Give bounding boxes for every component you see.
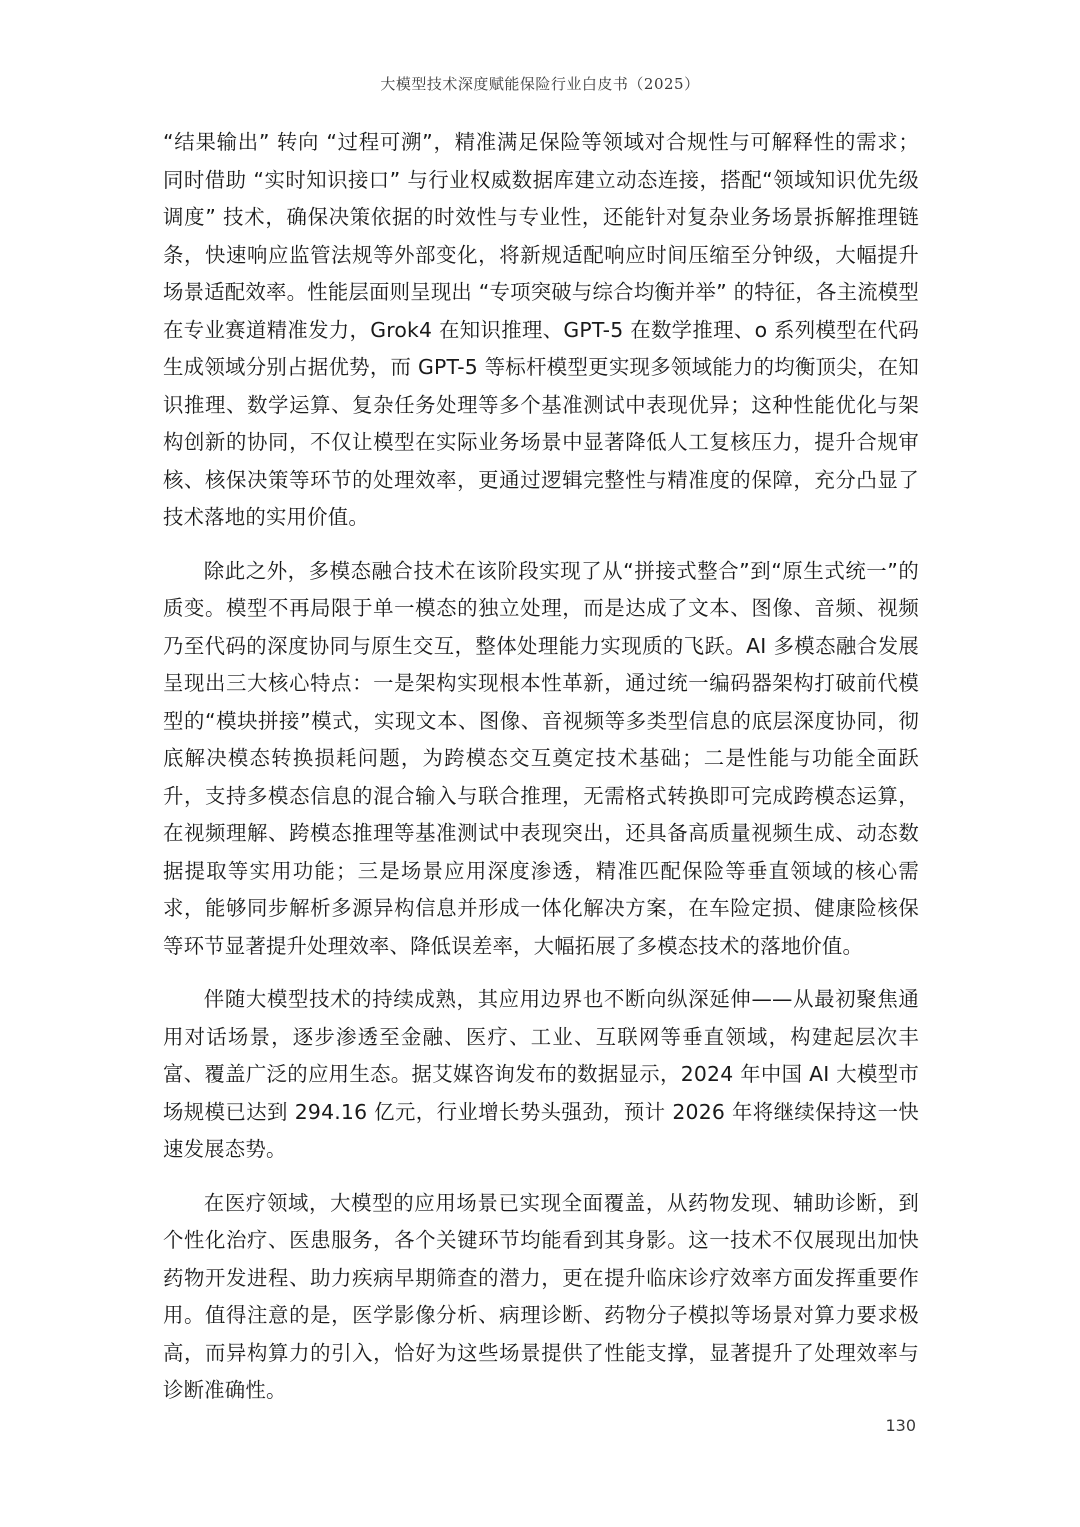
body-text [163, 124, 919, 1410]
paragraph-continued: “结果输出” 转向 “过程可溯”，精准满足保险等领域对合规性与可解释性的需求；同时借助 “实时知识接口” 与行业权威数据库建立动态连接，搭配“领域知识优先级调度” 技术，确保决策依据的时效性与专业性，还能针对复杂业务场景拆解推理链条，快速响应监管法规等外部变化，将新规适配响应时间压缩至分钟级，大幅提升场景适配效率。性能层面则呈现出 “专项突破与综合均衡并举” 的特征，各主流模型在专业赛道精准发力，Grok4 在知识推理、GPT-5 在数学推理、o 系列模型在代码生成领域分别占据优势，而 GPT-5 等标杆模型更实现多领域能力的均衡顶尖，在知识推理、数学运算、复杂任务处理等多个基准测试中表现优异；这种性能优化与架构创新的协同，不仅让模型在实际业务场景中显著降低人工复核压力，提升合规审核、核保决策等环节的处理效率，更通过逻辑完整性与精准度的保障，充分凸显了技术落地的实用价值。 [163, 130, 919, 529]
paragraph-multimodal: 除此之外，多模态融合技术在该阶段实现了从“拼接式整合”到“原生式统一”的质变。模型不再局限于单一模态的独立处理，而是达成了文本、图像、音频、视频乃至代码的深度协同与原生交互，整体处理能力实现质的飞跃。AI 多模态融合发展呈现出三大核心特点：一是架构实现根本性革新，通过统一编码器架构打破前代模型的“模块拼接”模式，实现文本、图像、音视频等多类型信息的底层深度协同，彻底解决模态转换损耗问题，为跨模态交互奠定技术基础；二是性能与功能全面跃升，支持多模态信息的混合输入与联合推理，无需格式转换即可完成跨模态运算，在视频理解、跨模态推理等基准测试中表现突出，还具备高质量视频生成、动态数据提取等实用功能；三是场景应用深度渗透，精准匹配保险等垂直领域的核心需求，能够同步解析多源异构信息并形成一体化解决方案，在车险定损、健康险核保等环节显著提升处理效率、降低误差率，大幅拓展了多模态技术的落地价值。 [163, 558, 919, 958]
paragraph-medical: 在医疗领域，大模型的应用场景已实现全面覆盖，从药物发现、辅助诊断，到个性化治疗、医患服务，各个关键环节均能看到其身影。这一技术不仅展现出加快药物开发进程、助力疾病早期筛查的潜力，更在提升临床诊疗效率方面发挥重要作用。值得注意的是，医学影像分析、病理诊断、药物分子模拟等场景对算力要求极高，而异构算力的引入，恰好为这些场景提供了性能支撑，显著提升了处理效率与诊断准确性。 [163, 1190, 919, 1402]
page-header-title: 大模型技术深度赋能保险行业白皮书（2025） [380, 75, 700, 93]
page-number: 130 [885, 1416, 916, 1435]
paragraph-market: 伴随大模型技术的持续成熟，其应用边界也不断向纵深延伸——从最初聚焦通用对话场景，逐步渗透至金融、医疗、工业、互联网等垂直领域，构建起层次丰富、覆盖广泛的应用生态。据艾媒咨询发布的数据显示，2024 年中国 AI 大模型市场规模已达到 294.16 亿元，行业增长势头强劲，预计 2026 年将继续保持这一快速发展态势。 [163, 987, 919, 1161]
